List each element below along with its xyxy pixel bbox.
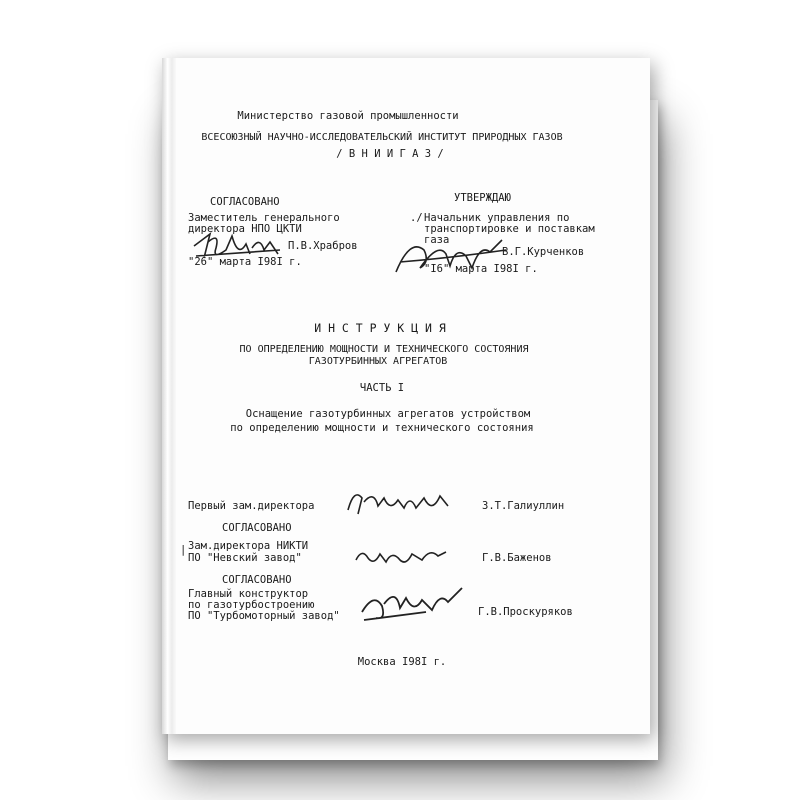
- book-cover: [162, 58, 650, 734]
- third-role-line2: по газотурбостроению: [188, 599, 315, 611]
- right-approval-line1: Начальник управления по: [424, 212, 570, 224]
- ministry-line: Министерство газовой промышленности: [237, 110, 459, 122]
- doc-title: И Н С Т Р У К Ц И Я: [314, 321, 446, 335]
- third-role-line3: ПО "Турбомоторный завод": [188, 610, 340, 622]
- agreed-heading-2: СОГЛАСОВАНО: [222, 574, 292, 586]
- signature-khrabrov: [190, 228, 290, 264]
- second-name: Г.В.Баженов: [482, 552, 552, 564]
- second-role-line1: Зам.директора НИКТИ: [188, 540, 309, 552]
- doc-part: ЧАСТЬ I: [359, 382, 405, 394]
- third-role-line1: Главный конструктор: [188, 588, 309, 600]
- right-approval-line2: транспортировке и поставкам: [424, 223, 595, 235]
- first-deputy-name: З.Т.Галиуллин: [482, 500, 565, 512]
- first-deputy-role: Первый зам.директора: [188, 500, 315, 512]
- signature-kurchenkov: [390, 232, 510, 280]
- left-approval-date: "26" марта I98I г.: [188, 256, 302, 268]
- institute-abbrev: / В Н И И Г А З /: [336, 148, 444, 160]
- doc-desc-line1: Оснащение газотурбинных агрегатов устройством: [245, 408, 531, 420]
- right-approval-heading: УТВЕРЖДАЮ: [454, 192, 511, 204]
- signature-proskuryakov: [356, 582, 468, 626]
- signature-bazhenov: [352, 542, 452, 570]
- book-spine: [162, 58, 176, 734]
- third-name: Г.В.Проскуряков: [478, 606, 573, 618]
- agreed-heading-1: СОГЛАСОВАНО: [222, 522, 292, 534]
- left-approval-line2: директора НПО ЦКТИ: [188, 223, 302, 235]
- signature-galiullin: [344, 484, 456, 518]
- doc-subtitle-line2: ГАЗОТУРБИННЫХ АГРЕГАТОВ: [308, 356, 448, 367]
- right-approval-date: "I6" марта I98I г.: [424, 263, 538, 275]
- right-approval-name: В.Г.Курченков: [502, 246, 585, 258]
- left-approval-name: П.В.Храбров: [288, 240, 358, 252]
- left-approval-heading: СОГЛАСОВАНО: [210, 196, 280, 208]
- doc-subtitle-line1: ПО ОПРЕДЕЛЕНИЮ МОЩНОСТИ И ТЕХНИЧЕСКОГО СОСТОЯНИЯ: [239, 344, 529, 355]
- institute-line: ВСЕСОЮЗНЫЙ НАУЧНО-ИССЛЕДОВАТЕЛЬСКИЙ ИНСТИТУТ ПРИРОДНЫХ ГАЗОВ: [201, 132, 563, 143]
- right-approval-line3: газа: [424, 234, 450, 246]
- second-role-line2: ПО "Невский завод": [188, 552, 302, 564]
- second-role-mark: |: [180, 544, 187, 556]
- doc-desc-line2: по определению мощности и технического состояния: [230, 422, 534, 434]
- left-approval-line1: Заместитель генерального: [188, 212, 340, 224]
- place-year: Москва I98I г.: [357, 656, 447, 668]
- right-approval-mark: ./: [410, 212, 423, 224]
